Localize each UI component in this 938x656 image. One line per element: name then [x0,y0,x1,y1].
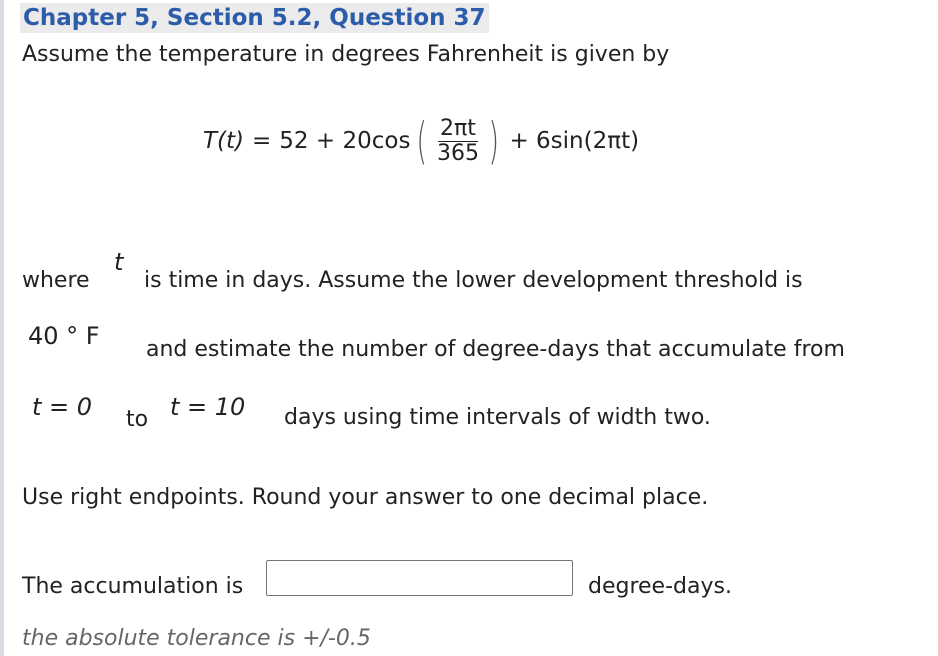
temperature-formula [203,106,639,176]
answer-input[interactable] [266,560,573,596]
formula-part1: 52 + 20cos [279,128,411,154]
t-end: t = 10 [170,393,246,421]
word-to: to [126,407,149,432]
formula-fraction [435,117,481,166]
sentence-intervals: days using time intervals of width two. [284,405,711,430]
sentence-where-after: is time in days. Assume the lower development threshold is [144,268,803,293]
left-paren: ( [416,112,428,170]
sentence-where-before: where [22,268,90,293]
fraction-numerator: 2πt [440,115,476,141]
answer-label: The accumulation is [22,574,244,599]
var-t: t [114,248,124,276]
fraction-denominator: 365 [436,140,479,166]
formula-part2: + 6sin(2πt) [509,128,640,154]
sentence-estimate: and estimate the number of degree-days that accumulate from [146,337,845,362]
formula-lhs: T(t) [203,128,245,154]
tolerance-note: the absolute tolerance is +/-0.5 [22,626,371,651]
instruction-text: Use right endpoints. Round your answer to one decimal place. [22,485,709,510]
question-heading: Chapter 5, Section 5.2, Question 37 [20,3,489,33]
left-border [0,0,4,656]
right-paren: ) [488,112,500,170]
intro-text: Assume the temperature in degrees Fahrenheit is given by [22,42,670,67]
answer-unit: degree-days. [588,574,732,599]
formula-equals: = [252,128,272,154]
t-start: t = 0 [32,393,93,421]
threshold-value: 40 ° F [28,322,100,350]
